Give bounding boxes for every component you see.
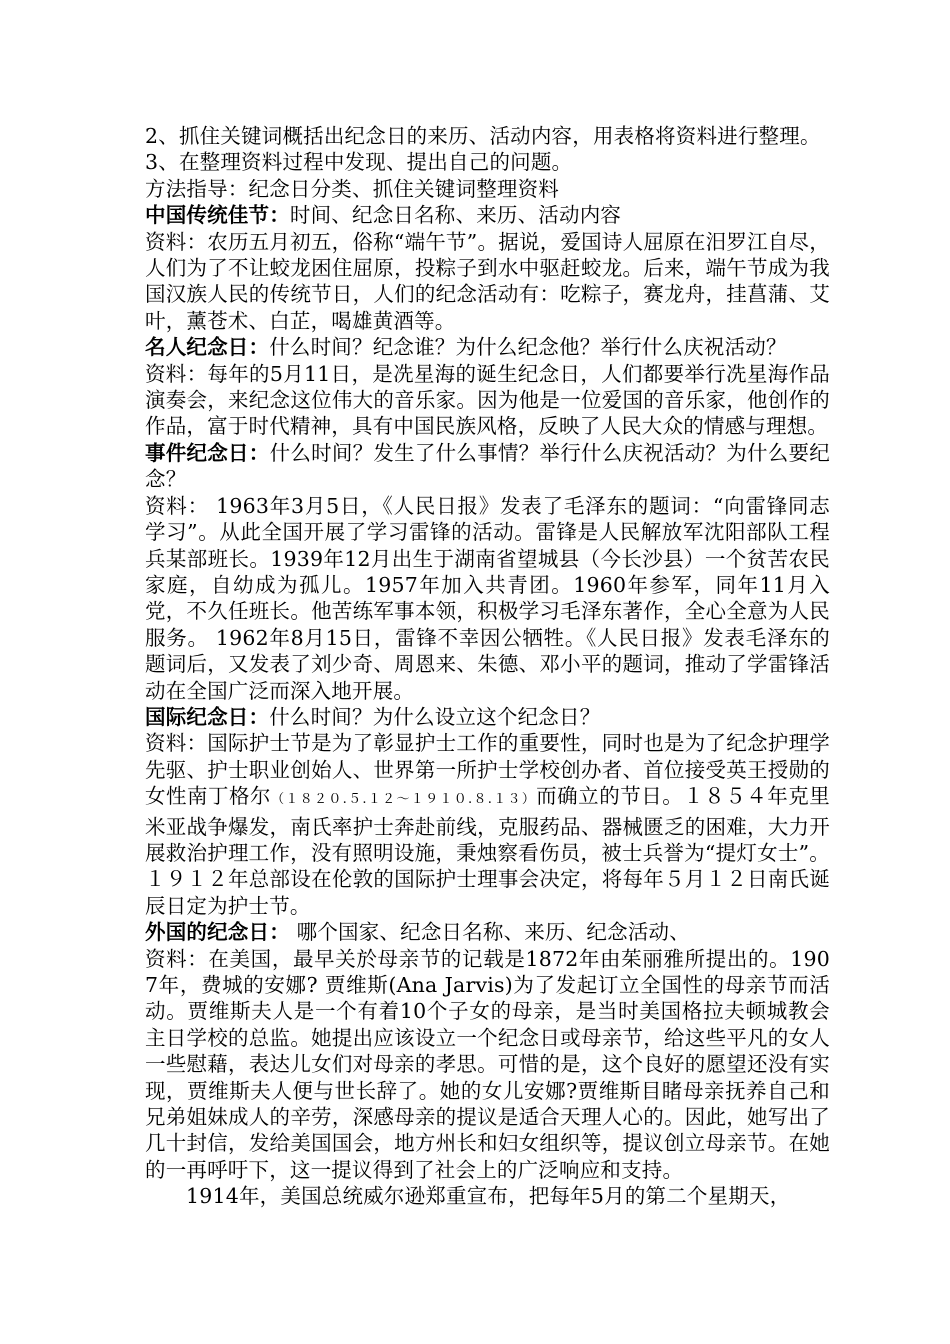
event-heading-rest: 什么时间？发生了什么事情？举行什么庆祝活动？为什么要纪念？ <box>145 440 830 492</box>
foreign-body: 资料：在美国，最早关於母亲节的记载是1872年由茱丽雅所提出的。1907年，费城的安娜? 贾维斯(Ana Jarvis)为了发起订立全国性的母亲节而活动。贾维斯夫人是一个有着10个子女的母亲，是当时美国格拉夫顿城教会主日学校的总监。她提出应该设立一个纪念日或母亲节，给这些平凡的女人一些慰藉，表达儿女们对母亲的孝思。可惜的是，这个良好的愿望还没有实现，贾维斯夫人便与世长辞了。她的女儿安娜?贾维斯目睹母亲抚养自己和兄弟姐妹成人的辛劳，深感母亲的提议是适合天理人心的。因此，她写出了几十封信，发给美国国会，地方州长和妇女组织等，提议创立母亲节。在她的一再呼吁下，这一提议得到了社会上的广泛响应和支持。 <box>145 946 830 1182</box>
traditional-heading-rest: 时间、纪念日名称、来历、活动内容 <box>289 203 622 228</box>
event-heading-line <box>145 440 830 493</box>
international-heading: 国际纪念日： <box>145 704 270 729</box>
celebrity-heading-line <box>145 334 830 360</box>
foreign-last-paragraph: 1914年，美国总统威尔逊郑重宣布，把每年5月的第二个星期天， <box>186 1184 791 1209</box>
step-3-text: 3、在整理资料过程中发现、提出自己的问题。 <box>145 150 573 175</box>
step-2-text: 2、抓住关键词概括出纪念日的来历、活动内容，用表格将资料进行整理。 <box>145 124 821 148</box>
international-heading-line <box>145 704 830 730</box>
foreign-heading-line <box>145 919 830 945</box>
traditional-heading-line <box>145 202 830 228</box>
celebrity-heading: 名人纪念日： <box>145 335 270 360</box>
international-body <box>145 730 830 919</box>
traditional-body: 资料：农历五月初五，俗称“端午节”。据说，爱国诗人屈原在汨罗江自尽，人们为了不让蛟龙困住屈原，投粽子到水中驱赶蛟龙。后来，端午节成为我国汉族人民的传统节日，人们的纪念活动有：吃粽子，赛龙舟，挂菖蒲、艾叶，薰苍术、白芷，喝雄黄酒等。 <box>145 229 830 333</box>
celebrity-heading-rest: 什么时间？纪念谁？为什么纪念他？举行什么庆祝活动？ <box>269 335 787 360</box>
traditional-heading: 中国传统佳节： <box>145 203 290 228</box>
event-heading: 事件纪念日： <box>145 440 270 465</box>
international-body-b: 而确立的节日。１８５４年克里米亚战争爆发，南氏率护士奔赴前线，克服药品、器械匮乏的困难，大力开展救治护理工作，没有照明设施，秉烛察看伤员，被士兵誉为“提灯女士”。１９１２年总部设在伦敦的国际护士理事会决定，将每年５月１２日南氏诞辰日定为护士节。 <box>145 784 831 918</box>
foreign-heading: 外国的纪念日： <box>145 920 290 945</box>
international-body-a: 资料：国际护士节是为了彰显护士工作的重要性，同时也是为了纪念护理学先驱、护士职业创始人、世界第一所护士学校创办者、首位接受英王授勋的女性南丁格尔 <box>145 731 830 809</box>
international-body-dates: （１８２０.５.１２～１９１０.８.１３） <box>271 792 537 808</box>
foreign-heading-rest: 哪个国家、纪念日名称、来历、纪念活动、 <box>289 920 690 945</box>
international-heading-rest: 什么时间？为什么设立这个纪念日？ <box>269 704 601 729</box>
event-body: 资料： 1963年3月5日，《人民日报》发表了毛泽东的题词：“向雷锋同志学习”。从此全国开展了学习雷锋的活动。雷锋是人民解放军沈阳部队工程兵某部班长。1939年12月出生于湖南省望城县（今长沙县）一个贫苦农民家庭，自幼成为孤儿。1957年加入共青团。1960年参军，同年11月入党，不久任班长。他苦练军事本领，积极学习毛泽东著作，全心全意为人民服务。 1962年8月15日，雷锋不幸因公牺牲。《人民日报》发表毛泽东的题词后，又发表了刘少奇、周恩来、朱德、邓小平的题词，推动了学雷锋活动在全国广泛而深入地开展。 <box>145 493 830 703</box>
method-guide-text: 方法指导：纪念日分类、抓住关键词整理资料 <box>145 176 559 201</box>
celebrity-body: 资料：每年的5月11日，是冼星海的诞生纪念日，人们都要举行冼星海作品演奏会，来纪念这位伟大的音乐家。因为他是一位爱国的音乐家，他创作的作品，富于时代精神，具有中国民族风格，反映了人民大众的情感与理想。 <box>145 361 830 439</box>
